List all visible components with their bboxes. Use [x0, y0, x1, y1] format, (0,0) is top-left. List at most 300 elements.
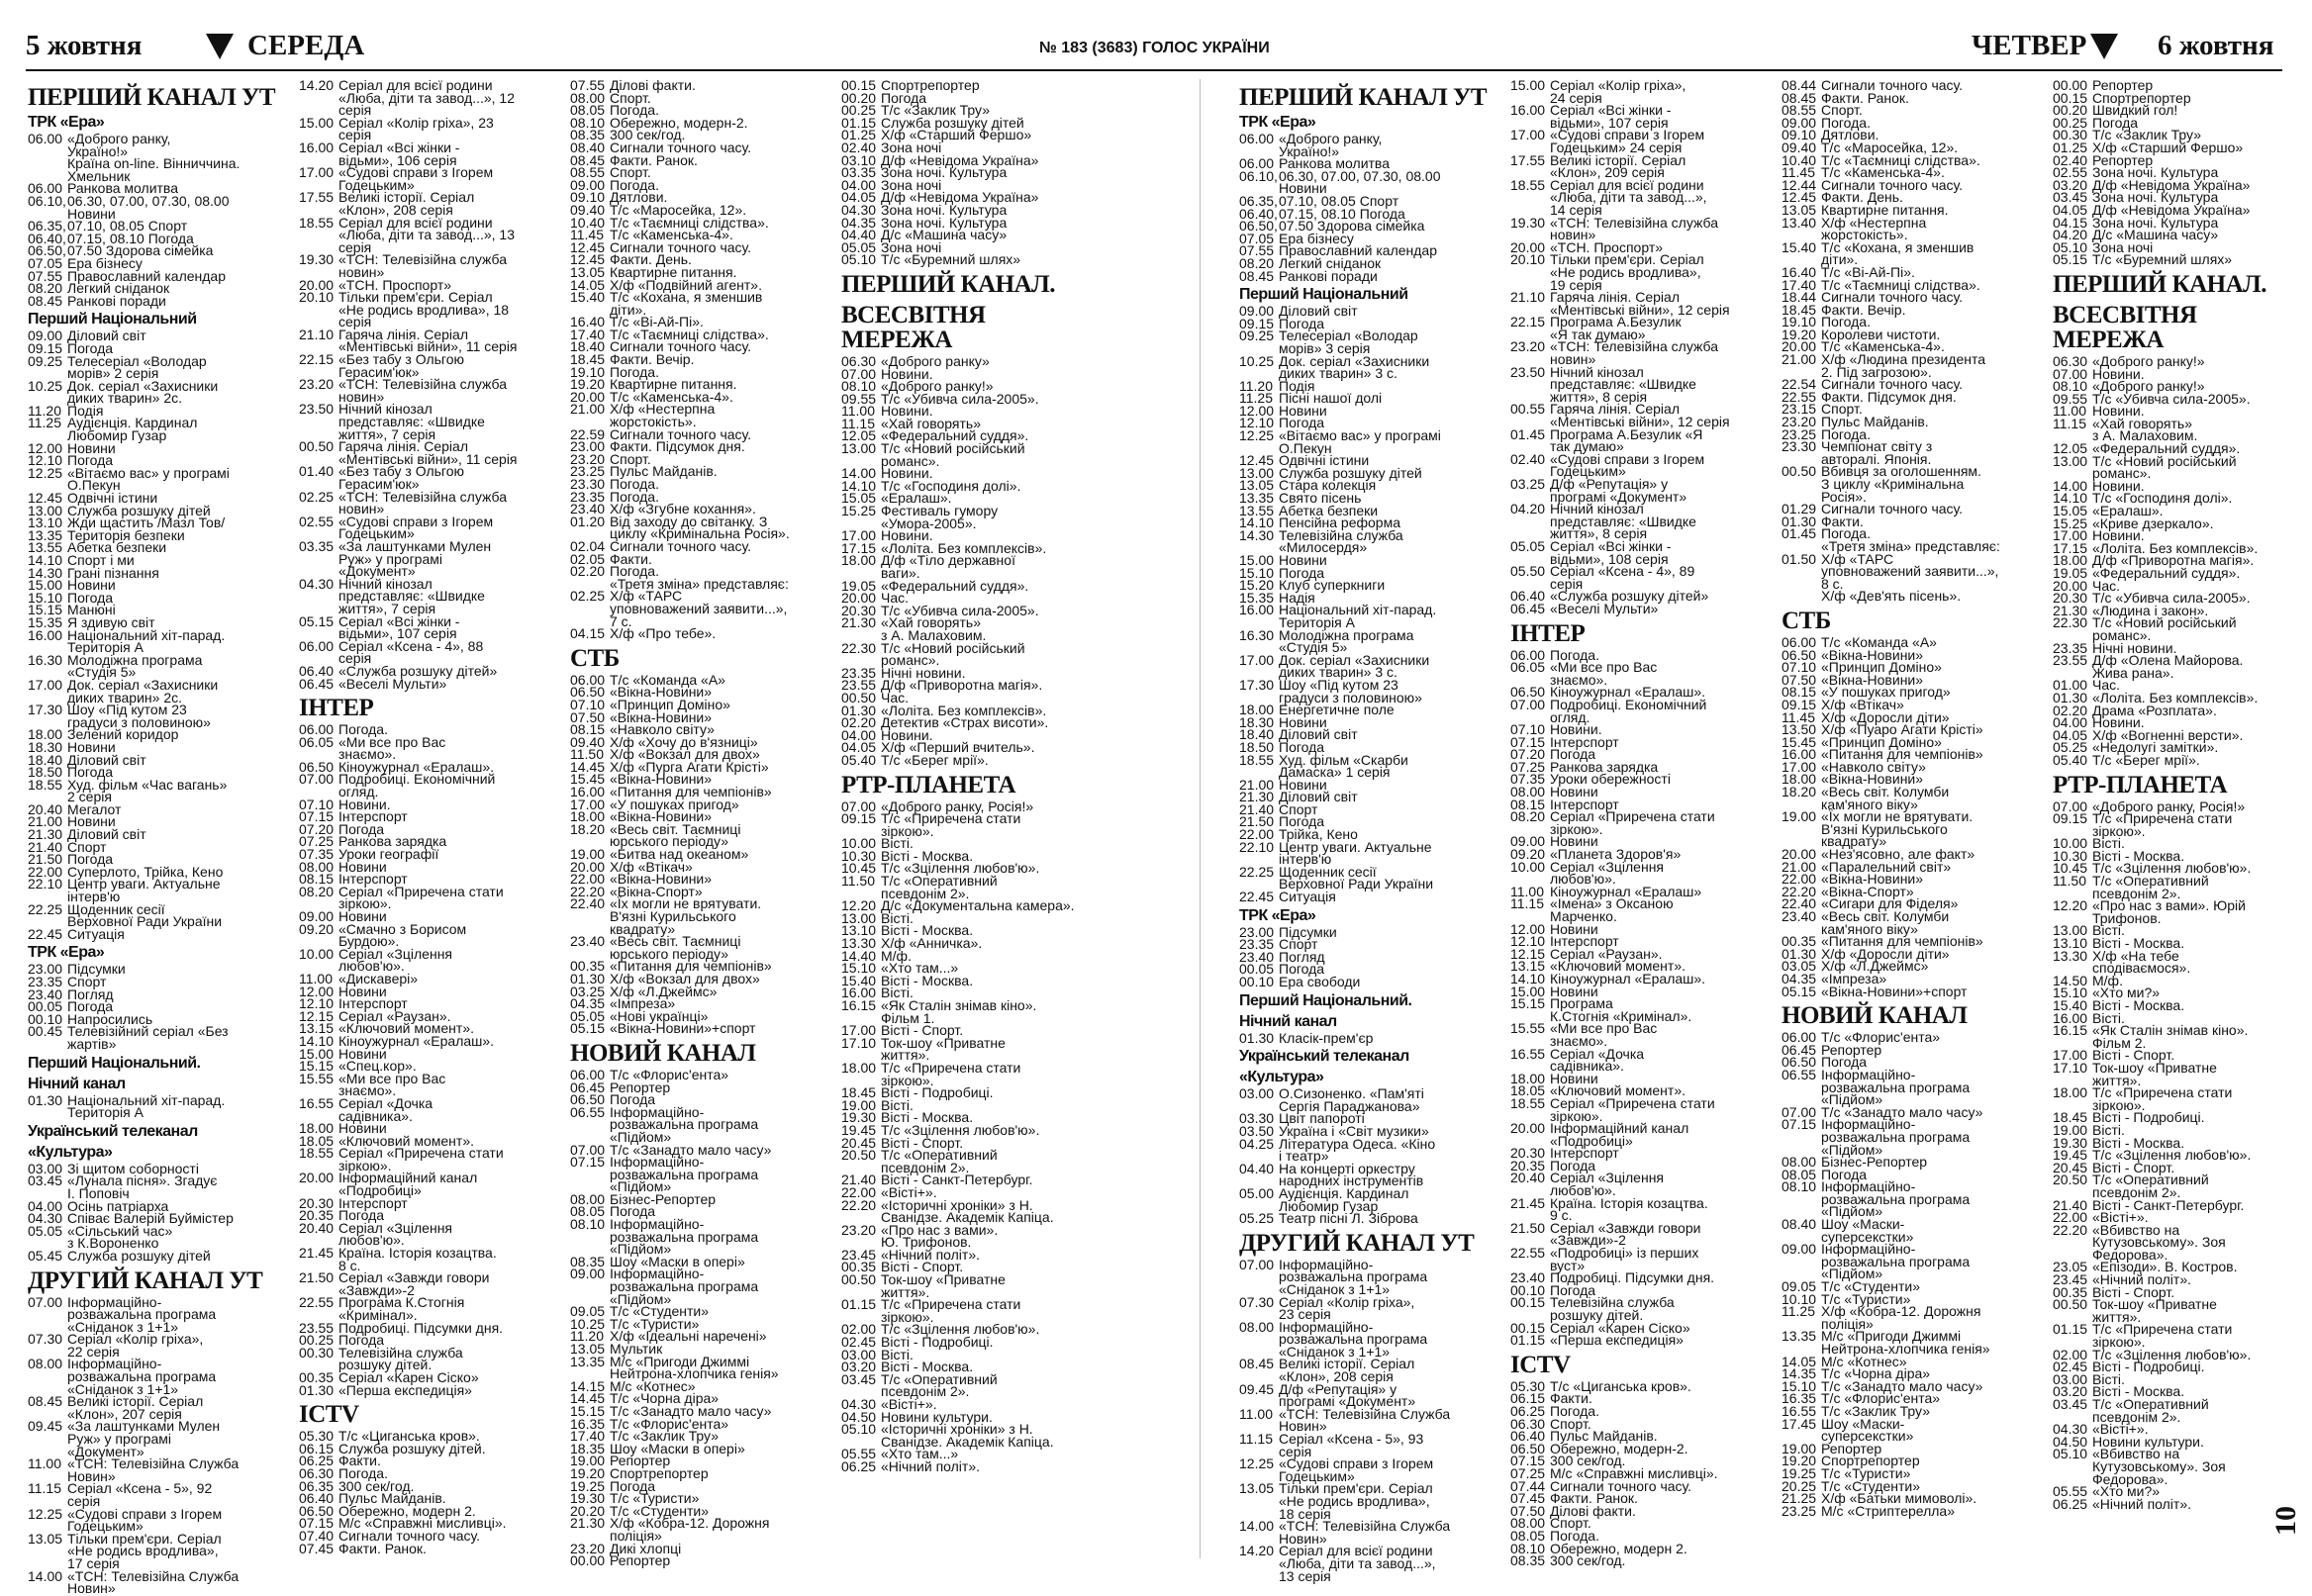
programme-time: 12.45	[570, 238, 606, 255]
programme-title: Новини.	[881, 527, 933, 544]
programme-title: «Ми все про Вас	[1550, 1020, 1658, 1037]
programme-time: 13.00	[841, 909, 877, 926]
programme-title: «Сніданок з 1+1»	[67, 1318, 179, 1335]
programme-time: 00.10	[1510, 1281, 1546, 1298]
programme-time: 07.30	[1239, 1293, 1275, 1310]
programme-time: 13.05	[570, 263, 606, 280]
programme-time: 06.40	[1510, 588, 1546, 605]
programme-title: Спорт.	[610, 164, 651, 181]
programme-title: Новини	[338, 908, 387, 924]
programme-time: 06.45	[299, 675, 335, 692]
programme-title: «Вікна-Новини»	[1821, 871, 1924, 888]
programme-title: «Вікна-Новини»	[1821, 771, 1924, 788]
programme-time: 00.05	[1239, 961, 1275, 978]
programme-time: 08.05	[570, 102, 606, 119]
programme-time: 23.45	[841, 1246, 877, 1263]
programme-title: псевдонім 2».	[2092, 885, 2181, 901]
programme-time: 17.40	[1782, 276, 1817, 293]
programme-title: Х/ф «Втікач»	[610, 858, 693, 875]
programme-time: 12.25	[28, 1505, 63, 1522]
programme-title: уповноважений заявити...»,	[1821, 563, 1999, 580]
programme-time: 06.00	[1239, 155, 1275, 172]
programme-title: Х/ф «Про тебе».	[610, 625, 717, 642]
programme-title: Ранкова молитва	[1279, 155, 1390, 172]
programme-title: Т/с «Приречена стати	[881, 1059, 1021, 1076]
channel-heading: ПЕРШИЙ КАНАЛ УТ	[1239, 84, 1488, 111]
programme-title: Т/с «Каменська-4».	[1821, 164, 1945, 181]
programme-time: 05.30	[1510, 1377, 1546, 1394]
programme-time: 13.50	[1782, 721, 1817, 738]
programme-title: Спортрепортер	[2092, 89, 2191, 106]
programme-title: «Кримінал».	[338, 1307, 418, 1323]
programme-title: життя».	[881, 1283, 930, 1300]
programme-time: 15.10	[2053, 985, 2088, 1001]
programme-time: 21.00	[28, 813, 63, 830]
programme-time: 07.10	[1782, 659, 1817, 676]
programme-title: Ток-шоу «Приватне	[881, 1034, 1006, 1051]
programme-time: 11.45	[1782, 164, 1815, 181]
programme-title: Фестиваль гумору	[881, 503, 999, 519]
programme-time: 12.10	[1510, 933, 1546, 950]
programme-title: «Спец.кор».	[338, 1058, 417, 1075]
programme-time: 07.55	[570, 77, 606, 93]
programme-time: 04.05	[841, 189, 877, 206]
channel-heading: ICTV	[299, 1401, 359, 1429]
programme-time: 04.00	[841, 726, 877, 743]
programme-title: романс».	[881, 452, 940, 469]
programme-title: Спорт.	[1821, 401, 1863, 418]
programme-title: Серіал «Завжди говори	[338, 1269, 490, 1286]
programme-time: 10.30	[841, 847, 877, 864]
programme-title: «Лоліта. Без комплексів».	[881, 539, 1047, 556]
down-triangle-icon	[206, 34, 234, 59]
programme-time: 06.50,	[1239, 218, 1278, 235]
programme-title: «Підйом»	[610, 1290, 672, 1307]
programme-title: Зона ночі. Культура	[2092, 214, 2219, 231]
programme-title: зіркою».	[2092, 1096, 2146, 1113]
programme-title: «Судові справи з Ігорем	[338, 513, 494, 529]
programme-time: 07.15	[299, 808, 335, 825]
programme-title: Уроки географії	[338, 846, 439, 863]
programme-title: Факти. Ранок.	[1821, 89, 1909, 106]
programme-title: Погода	[338, 1332, 385, 1349]
programme-time: 19.45	[2053, 1147, 2088, 1164]
issue-number: № 183 (3683) ГОЛОС УКРАЇНИ	[1039, 40, 1270, 56]
programme-time: 12.10	[28, 452, 63, 469]
programme-time: 03.20	[841, 1359, 877, 1375]
programme-row	[570, 627, 829, 640]
programme-time: 07.55	[1239, 242, 1275, 259]
programme-title: «ТСН: Телевізійна Служба	[67, 1455, 240, 1472]
programme-time: 17.10	[841, 1034, 877, 1051]
programme-title: «Служба розшуку дітей»	[338, 662, 498, 679]
programme-time: 13.00	[1239, 464, 1275, 481]
programme-title: Т/с «Зцілення любов'ю».	[881, 1321, 1040, 1338]
programme-title: «Без табу з Ольгою	[338, 351, 464, 368]
programme-title: ваги».	[881, 565, 920, 581]
programme-title: життя».	[2092, 1072, 2142, 1088]
programme-title: Програма А.Безулик «Я	[1550, 425, 1703, 442]
programme-title: Д/ф «Тіло державної	[881, 552, 1015, 569]
programme-time: 23.00	[1239, 923, 1275, 940]
programme-time: 22.55	[299, 1294, 335, 1311]
programme-title: Погода	[338, 1207, 385, 1224]
programme-title: Сергія Параджанова»	[1279, 1097, 1420, 1114]
programme-time: 04.00	[841, 176, 877, 193]
programme-time: 07.10	[1510, 721, 1546, 738]
channel-subheading: «Культура»	[28, 1143, 113, 1161]
programme-title: Швидкий гол!	[2092, 102, 2178, 119]
programme-title: Шоу «Маски в опері»	[610, 1440, 745, 1456]
programme-time: 19.00	[841, 1096, 877, 1113]
programme-time: 04.00	[28, 1197, 63, 1214]
programme-title: Факти. Підсумок дня.	[1821, 388, 1957, 405]
programme-title: Серіал «Зцілення	[338, 1219, 453, 1236]
programme-title: Щоденник сесії	[67, 900, 165, 917]
programme-title: суперсекстки»	[1821, 1228, 1914, 1245]
programme-title: Сигнали точного часу.	[1821, 501, 1964, 517]
programme-time: 06.30	[2053, 352, 2088, 369]
programme-time: 06.00	[1239, 131, 1275, 146]
programme-title: «Судові справи з Ігорем	[1550, 450, 1705, 467]
programme-title: Погода.	[338, 1464, 388, 1481]
programme-title: Серіал «Всі жінки -	[1550, 537, 1672, 554]
programme-title: Сванідзе. Академік Капіца.	[881, 1433, 1054, 1450]
programme-row	[1510, 1334, 1770, 1347]
programme-title: Вісті - Спорт.	[2092, 1047, 2175, 1064]
programme-title: Х/ф «Старший Фершо»	[881, 127, 1032, 143]
programme-title: «Імена» з Оксаною	[1550, 895, 1674, 912]
programme-title: «Веселі Мульти»	[1550, 600, 1659, 616]
programme-title: Кутузовському». Зоя	[2092, 1234, 2226, 1251]
programme-time: 10.00	[2053, 835, 2088, 852]
programme-time: 06.15	[299, 1440, 335, 1456]
programme-time: 14.15	[570, 1377, 606, 1394]
programme-time: 09.05	[1782, 1278, 1817, 1295]
programme-title: «Навколо світу»	[1821, 758, 1926, 775]
programme-time: 20.30	[841, 602, 877, 618]
programme-time: 19.30	[1510, 214, 1546, 231]
programme-title: Ю. Трифонов.	[881, 1234, 972, 1251]
programme-title: псевдонім 2».	[881, 1383, 970, 1400]
programme-time: 18.50	[1239, 738, 1275, 755]
programme-title: Погода	[610, 1477, 656, 1494]
programme-time: 09.55	[2053, 390, 2088, 407]
programme-title: «Веселі Мульти»	[338, 675, 447, 692]
programme-title: Т/с «Приречена стати	[2092, 810, 2233, 827]
programme-time: 23.40	[1782, 908, 1817, 924]
programme-title: Зі щитом соборності	[67, 1160, 199, 1176]
programme-title: «Федеральний суддя».	[881, 427, 1029, 444]
programme-time: 23.40	[1510, 1269, 1546, 1286]
programme-title: Сигнали точного часу.	[1821, 77, 1964, 93]
programme-title: Репортер	[610, 1079, 671, 1095]
programme-title: Факти. Ранок.	[1550, 1490, 1638, 1507]
programme-title: програмі «Документ»	[1279, 1393, 1416, 1410]
programme-title: Спорт	[1279, 936, 1318, 953]
programme-title: «Клон», 208 серія	[338, 201, 453, 218]
programme-time: 18.40	[28, 751, 63, 768]
programme-title: І. Поповіч	[67, 1184, 130, 1201]
programme-title: Д/ф «Невідома Україна»	[881, 151, 1039, 168]
programme-time: 12.10	[299, 995, 335, 1012]
programme-title: Серіал «Дочка	[1550, 1045, 1645, 1062]
programme-time: 16.00	[841, 985, 877, 1001]
programme-title: Від заходу до світанку. З	[610, 513, 768, 529]
programme-time: 16.00	[570, 784, 606, 800]
programme-title: Вісті - Санкт-Петербург.	[881, 1172, 1033, 1188]
programme-title: «Принцип Доміно»	[610, 696, 730, 712]
programme-title: «Федеральний суддя».	[881, 577, 1029, 594]
programme-title: «Ключовий момент».	[338, 1132, 474, 1149]
programme-time: 20.00	[1782, 846, 1817, 863]
programme-time: 19.30	[2053, 1134, 2088, 1151]
programme-title: Т/с «Таємниці слідства».	[610, 326, 769, 342]
programme-time: 18.55	[299, 214, 335, 231]
programme-time: 20.00	[2053, 577, 2088, 594]
programme-title: «Люба, діти та завод...»,	[1550, 189, 1707, 206]
programme-title: зіркою».	[2092, 822, 2146, 839]
programme-title: життя».	[2092, 1308, 2142, 1325]
programme-time: 23.35	[841, 664, 877, 681]
programme-title: диких тварин» 3 с.	[1279, 365, 1397, 382]
programme-time: 08.05	[1510, 1527, 1546, 1544]
programme-time: 22.55	[1510, 1245, 1546, 1262]
programme-title: «Клон», 208 серія	[1279, 1368, 1394, 1385]
programme-time: 08.15	[570, 721, 606, 738]
programme-title: К.Стогнія «Кримінал».	[1550, 1007, 1692, 1024]
programme-time: 05.15	[1782, 983, 1817, 999]
programme-time: 15.25	[841, 503, 877, 519]
programme-title: Спорт	[67, 838, 107, 855]
programme-time: 15.55	[1510, 1020, 1546, 1037]
programme-time: 08.00	[570, 89, 606, 106]
programme-time: 16.55	[299, 1094, 335, 1111]
programme-time: 10.40	[1782, 151, 1817, 168]
programme-title: Т/с «Флорис'ента»	[610, 1415, 729, 1432]
programme-time: 19.00	[570, 1453, 606, 1469]
programme-title: «Хай говорять»	[881, 415, 981, 431]
programme-title: серія	[338, 102, 372, 119]
programme-title: Д/ф «Приворотна магія».	[2092, 552, 2255, 569]
programme-title: Факти. Вечір.	[610, 351, 695, 368]
programme-time: 11.45	[570, 227, 604, 243]
programme-time: 04.05	[2053, 201, 2088, 218]
programme-title: Цвіт папороті	[1279, 1110, 1365, 1127]
programme-title: «Подробиці»	[338, 1182, 422, 1199]
programme-title: Діловий світ	[67, 328, 146, 344]
programme-time: 17.55	[299, 189, 335, 206]
programme-title: Пульс Майданів.	[338, 1490, 446, 1507]
programme-title: Т/с «Убивча сила-2005».	[881, 602, 1039, 618]
programme-title: Дикі хлопці	[610, 1540, 682, 1556]
programme-row	[841, 253, 1101, 266]
programme-time: 18.00	[299, 1120, 335, 1137]
programme-time: 19.30	[841, 1109, 877, 1126]
programme-title: Вісті - Москва.	[2092, 1383, 2185, 1400]
programme-title: Служба розшуку дітей	[67, 1247, 211, 1264]
programme-title: Т/с «Чорна діра»	[610, 1390, 720, 1407]
programme-title: 300 сек/год.	[610, 127, 686, 143]
programme-time: 18.40	[570, 338, 606, 355]
programme-row	[2053, 253, 2312, 266]
programme-time: 07.00	[2053, 798, 2088, 814]
programme-title: серія	[338, 127, 372, 143]
programme-title: Х/ф «Хочу до в'язниці»	[610, 733, 758, 750]
programme-title: Серіал для всієї родини	[338, 214, 493, 231]
programme-time: 09.15	[28, 339, 63, 356]
programme-time: 15.40	[1782, 238, 1817, 255]
programme-time: 13.15	[299, 1020, 335, 1037]
programme-title: «Імпреза»	[610, 995, 676, 1012]
programme-time: 17.40	[570, 326, 606, 342]
programme-title: «ТСН: Телевізійна служба	[1550, 214, 1719, 231]
programme-time: 18.45	[570, 351, 606, 368]
programme-title: «Підйом»	[610, 1178, 672, 1195]
programme-title: Репортер	[610, 1453, 671, 1469]
programme-time: 00.25	[2053, 114, 2088, 131]
programme-time: 20.40	[1510, 1170, 1546, 1186]
programme-time: 20.00	[1510, 238, 1546, 255]
programme-time: 00.10	[28, 1010, 63, 1027]
programme-time: 23.15	[1782, 401, 1817, 418]
programme-title: розважальна програма	[610, 1278, 759, 1295]
programme-title: Вісті.	[881, 1096, 914, 1113]
programme-title: Час.	[881, 590, 910, 607]
programme-title: любов'ю».	[338, 958, 405, 975]
programme-time: 08.55	[1782, 102, 1817, 119]
programme-title: Т/с «Флорис'ента»	[1821, 1029, 1941, 1046]
programme-time: 04.00	[2053, 714, 2088, 731]
programme-title: 300 сек/год.	[338, 1477, 415, 1494]
programme-time: 01.30	[1782, 945, 1817, 962]
programme-time: 04.15	[570, 625, 606, 642]
programme-title: «Без табу з Ольгою	[338, 463, 464, 480]
programme-title: «Вікна-Спорт»	[610, 883, 703, 899]
programme-title: «Нічний політ».	[881, 1246, 980, 1263]
programme-title: Новини	[1550, 983, 1598, 999]
programme-title: «Ментівські війни», 11 серія	[338, 450, 518, 467]
programme-title: Спорт	[1279, 800, 1318, 817]
programme-title: «Доброго ранку, Росія!»	[2092, 798, 2246, 814]
programme-title: «За лаштунками Мулен	[67, 1418, 221, 1435]
programme-title: Сигнали точного часу.	[1550, 1477, 1692, 1494]
programme-title: Література Одеса. «Кіно	[1279, 1135, 1436, 1152]
programme-title: відьми», 107 серія	[338, 625, 457, 642]
programme-time: 06.45	[1510, 600, 1546, 616]
programme-time: 22.25	[1239, 863, 1275, 880]
programme-title: Новини	[1550, 833, 1598, 850]
programme-time: 00.45	[28, 1023, 63, 1040]
programme-title: Т/с «Команда «А»	[1821, 633, 1937, 650]
programme-time: 14.20	[299, 77, 335, 93]
programme-title: «Не родись вродлива»,	[67, 1543, 219, 1559]
programme-title: «Сільський час»	[67, 1222, 173, 1239]
programme-title: «Не родись вродлива», 18	[338, 301, 510, 318]
channel-heading: ПЕРШИЙ КАНАЛ.	[841, 270, 1056, 298]
programme-time: 07.10	[570, 696, 606, 712]
programme-title: Вісті - Москва.	[2092, 847, 2185, 864]
programme-time: 03.05	[1782, 958, 1817, 975]
programme-title: Телевізійний серіал «Без	[67, 1023, 229, 1040]
programme-title: Х/ф «Пурга Агати Крісті»	[610, 758, 769, 775]
programme-time: 23.30	[1782, 438, 1817, 455]
programme-title: Серіал «Приречена стати	[1550, 808, 1715, 825]
programme-title: псевдонім 2».	[881, 1159, 970, 1175]
programme-title: Погода	[1279, 415, 1325, 431]
programme-time: 11.20	[28, 402, 61, 419]
programme-time: 16.00	[299, 139, 335, 155]
programme-title: Вісті.	[881, 1346, 914, 1362]
programme-title: Уроки обережності	[1550, 771, 1671, 788]
programme-time: 11.50	[2053, 873, 2086, 890]
programme-time: 21.50	[1239, 813, 1275, 830]
programme-title: Інформаційно-	[1821, 1178, 1916, 1195]
programme-time: 23.35	[2053, 639, 2088, 656]
programme-time: 22.20	[570, 883, 606, 899]
programme-title: циклу «Кримінальна Росія».	[610, 525, 790, 542]
programme-title: Інформаційно-	[67, 1356, 162, 1372]
programme-title: Територія А	[67, 1104, 144, 1121]
programme-time: 12.20	[841, 897, 877, 914]
programme-title: «Лоліта. Без комплексів».	[2092, 539, 2259, 556]
programme-time: 02.00	[2053, 1346, 2088, 1362]
programme-title: «У пошуках пригод»	[1821, 684, 1951, 701]
programme-time: 08.45	[1239, 1356, 1275, 1372]
programme-title: Гаряча лінія. Серіал	[338, 438, 468, 455]
programme-title: «Питання для чемпіонів»	[1821, 746, 1983, 763]
programme-time: 19.05	[841, 577, 877, 594]
programme-title: Надія	[1279, 589, 1315, 606]
programme-time: 06.50	[1510, 1440, 1546, 1456]
programme-time: 05.45	[28, 1247, 63, 1264]
programme-title: «Хто ми?»	[2092, 1483, 2161, 1500]
programme-time: 07.50	[1510, 1502, 1546, 1519]
programme-title: життя», 7 серія	[338, 600, 436, 616]
programme-time: 11.00	[1239, 1405, 1273, 1422]
channel-subheading: ТРК «Ера»	[28, 944, 105, 962]
programme-title: Док. серіал «Захисники	[67, 377, 219, 394]
programme-time: 20.40	[299, 1219, 335, 1236]
programme-time: 15.10	[1782, 1377, 1817, 1394]
programme-time: 16.15	[841, 997, 877, 1013]
programme-time: 08.35	[570, 127, 606, 143]
programme-time: 07.15	[1510, 733, 1546, 750]
channel-subheading: ТРК «Ера»	[28, 114, 105, 131]
programme-title: «Підйом»	[610, 1241, 672, 1258]
programme-title: Трифонов.	[2092, 909, 2162, 926]
programme-title: Обережно, модерн-2.	[610, 114, 748, 131]
programme-title: 07.10, 08.05 Спорт	[1279, 192, 1399, 209]
programme-time: 13.30	[2053, 947, 2088, 964]
programme-title: «Принцип Доміно»	[1821, 733, 1942, 750]
programme-title: «Питання для чемпіонів»	[610, 784, 772, 800]
programme-title: зіркою».	[1550, 1107, 1603, 1124]
programme-title: Країна. Історія козацтва.	[1550, 1194, 1708, 1211]
programme-title: Ранкова молитва	[67, 180, 178, 197]
programme-title: Погода	[67, 339, 114, 356]
programme-row	[1510, 1554, 1770, 1567]
programme-row	[28, 1582, 287, 1595]
programme-time: 18.30	[1239, 713, 1275, 730]
programme-title: «Вісті+».	[881, 1396, 937, 1412]
programme-time: 21.40	[28, 838, 63, 855]
programme-time: 16.40	[1782, 263, 1817, 280]
programme-time: 09.00	[1510, 833, 1546, 850]
programme-time: 07.25	[299, 833, 335, 850]
programme-title: Х/ф «Кобра-12. Дорожня	[610, 1515, 770, 1532]
programme-title: М/ф.	[2092, 972, 2123, 988]
